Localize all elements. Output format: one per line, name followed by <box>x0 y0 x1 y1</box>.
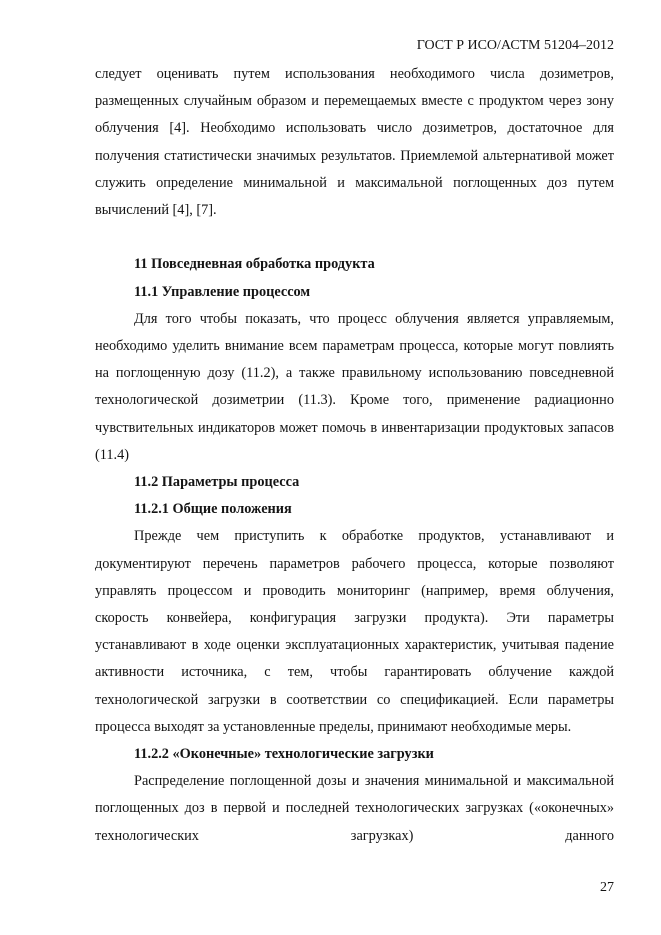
section-11-2-2-paragraph: Распределение поглощенной дозы и значения минимальной и максимальной поглощенных доз в первой и последней технологических загрузках («оконечных» технологических загрузках) данного <box>95 773 614 844</box>
section-11-2-heading: 11.2 Параметры процесса <box>134 474 300 491</box>
section-11-1-paragraph: Для того чтобы показать, что процесс облучения является управляемым, необходимо уделить внимание всем параметрам процесса, которые могут повлиять на поглощенную дозу (11.2), а также правильному использованию повседневной технологической дозиметрии (11.3). Кроме того, применение радиационно чувствительных индикаторов может помочь в инвентаризации продуктовых запасов (11.4) <box>95 310 614 463</box>
document-header: ГОСТ Р ИСО/АСТМ 51204–2012 <box>416 38 614 53</box>
section-11-heading: 11 Повседневная обработка продукта <box>134 256 375 273</box>
section-spacer <box>95 224 614 251</box>
page-body <box>95 61 614 850</box>
section-11-2-1-heading: 11.2.1 Общие положения <box>134 501 292 518</box>
paragraph-continuation: следует оценивать путем использования необходимого числа дозиметров, размещенных случайным образом и перемещаемых вместе с продуктом через зону облучения [4]. Необходимо использовать число дозиметров, достаточное для получения статистически значимых результатов. Приемлемой альтернативой может служить определение минимальной и максимальной поглощенных доз путем вычислений [4], [7]. <box>95 66 614 219</box>
section-11-2-1-paragraph: Прежде чем приступить к обработке продуктов, устанавливают и документируют перечень параметров рабочего процесса, которые позволяют управлять процессом и проводить мониторинг (например, время облучения, скорость конвейера, конфигурация загрузки продукта). Эти параметры устанавливают в ходе оценки эксплуатационных характеристик, учитывая падение активности источника, с тем, чтобы гарантировать облучение каждой технологической загрузки в соответствии со спецификацией. Если параметры процесса выходят за установленные пределы, принимают необходимые меры. <box>95 528 614 735</box>
page-number: 27 <box>600 880 614 895</box>
section-11-1-heading: 11.1 Управление процессом <box>134 283 311 300</box>
section-11-2-2-heading: 11.2.2 «Оконечные» технологические загрузки <box>134 746 434 763</box>
